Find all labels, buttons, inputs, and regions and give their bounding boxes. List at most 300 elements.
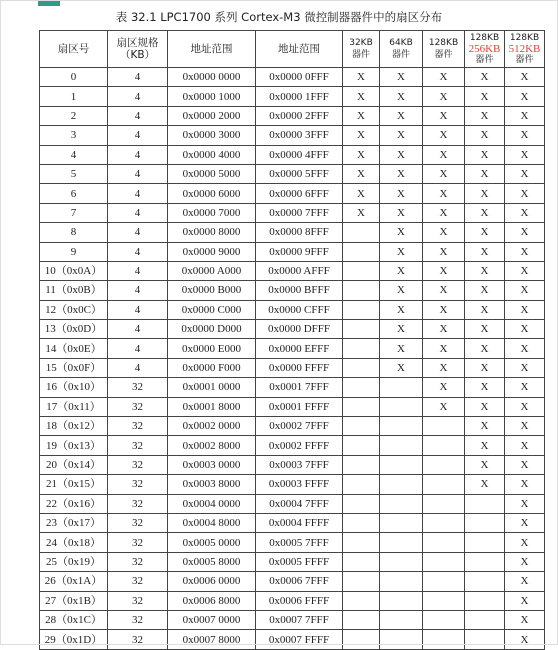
address-end-cell: 0x0000 DFFF — [256, 320, 343, 339]
page-tab-marker — [38, 0, 60, 6]
header-64kb-device — [380, 31, 423, 68]
device-64kb-cell: X — [380, 87, 423, 106]
table-row — [40, 513, 545, 532]
device-512kb-cell: X — [505, 591, 545, 610]
address-start-cell: 0x0007 8000 — [168, 630, 256, 649]
device-64kb-cell — [380, 436, 423, 455]
device-256kb-cell: X — [465, 203, 505, 222]
sector-number-cell: 19（0x13） — [40, 436, 108, 455]
address-start-cell: 0x0000 E000 — [168, 339, 256, 358]
table-row — [40, 223, 545, 242]
address-end-cell: 0x0003 FFFF — [256, 475, 343, 494]
address-start-cell: 0x0003 8000 — [168, 475, 256, 494]
address-start-cell: 0x0000 7000 — [168, 203, 256, 222]
device-256kb-cell: X — [465, 358, 505, 377]
device-32kb-cell — [343, 436, 380, 455]
device-64kb-cell: X — [380, 68, 423, 87]
header-128kb-line2: 器件 — [434, 50, 453, 60]
sector-number-cell: 11（0x0B） — [40, 281, 108, 300]
sector-size-cell: 32 — [108, 455, 168, 474]
table-row — [40, 261, 545, 280]
device-32kb-cell: X — [343, 184, 380, 203]
address-start-cell: 0x0004 0000 — [168, 494, 256, 513]
sector-number-cell: 12（0x0C） — [40, 300, 108, 319]
sector-number-cell: 24（0x18） — [40, 533, 108, 552]
device-128kb-cell: X — [423, 397, 465, 416]
device-32kb-cell — [343, 552, 380, 571]
device-128kb-cell — [423, 610, 465, 629]
device-128kb-cell: X — [423, 300, 465, 319]
device-64kb-cell: X — [380, 339, 423, 358]
device-128kb-cell: X — [423, 320, 465, 339]
device-128kb-cell — [423, 591, 465, 610]
device-256kb-cell: X — [465, 397, 505, 416]
device-64kb-cell — [380, 572, 423, 591]
header-256kb-device — [465, 31, 505, 68]
device-512kb-cell: X — [505, 572, 545, 591]
device-512kb-cell: X — [505, 417, 545, 436]
sector-size-cell: 32 — [108, 475, 168, 494]
address-end-cell: 0x0000 AFFF — [256, 261, 343, 280]
sector-size-cell: 32 — [108, 533, 168, 552]
device-128kb-cell: X — [423, 358, 465, 377]
sector-size-cell: 4 — [108, 126, 168, 145]
table-row — [40, 68, 545, 87]
header-size-line1: 扇区规格 — [116, 37, 159, 49]
device-512kb-cell: X — [505, 513, 545, 532]
sector-size-cell: 4 — [108, 358, 168, 377]
device-64kb-cell: X — [380, 164, 423, 183]
table-row — [40, 552, 545, 571]
header-32kb-line2: 器件 — [351, 50, 370, 60]
address-start-cell: 0x0000 1000 — [168, 87, 256, 106]
address-start-cell: 0x0004 8000 — [168, 513, 256, 532]
header-256kb-line1: 128KB — [469, 33, 500, 43]
table-caption: 表 32.1 LPC1700 系列 Cortex-M3 微控制器器件中的扇区分布 — [115, 10, 443, 24]
device-128kb-cell: X — [423, 203, 465, 222]
sector-number-cell: 2 — [40, 106, 108, 125]
sector-number-cell: 15（0x0F） — [40, 358, 108, 377]
table-row — [40, 475, 545, 494]
device-256kb-cell: X — [465, 300, 505, 319]
device-256kb-cell: X — [465, 320, 505, 339]
sector-number-cell: 18（0x12） — [40, 417, 108, 436]
device-64kb-cell: X — [380, 145, 423, 164]
device-256kb-cell: X — [465, 242, 505, 261]
device-512kb-cell: X — [505, 164, 545, 183]
address-end-cell: 0x0003 7FFF — [256, 455, 343, 474]
address-end-cell: 0x0000 FFFF — [256, 358, 343, 377]
device-64kb-cell: X — [380, 358, 423, 377]
table-row — [40, 436, 545, 455]
device-256kb-cell: X — [465, 475, 505, 494]
device-256kb-cell: X — [465, 455, 505, 474]
device-128kb-cell: X — [423, 242, 465, 261]
device-32kb-cell — [343, 513, 380, 532]
address-start-cell: 0x0000 6000 — [168, 184, 256, 203]
device-32kb-cell — [343, 630, 380, 649]
sector-size-cell: 32 — [108, 513, 168, 532]
device-256kb-cell: X — [465, 126, 505, 145]
sector-number-cell: 25（0x19） — [40, 552, 108, 571]
device-128kb-cell — [423, 533, 465, 552]
table-row — [40, 455, 545, 474]
sector-number-cell: 17（0x11） — [40, 397, 108, 416]
device-256kb-cell — [465, 513, 505, 532]
sector-size-cell: 32 — [108, 397, 168, 416]
address-start-cell: 0x0000 0000 — [168, 68, 256, 87]
sector-size-cell: 32 — [108, 630, 168, 649]
table-row — [40, 145, 545, 164]
address-end-cell: 0x0000 5FFF — [256, 164, 343, 183]
device-32kb-cell — [343, 591, 380, 610]
table-row — [40, 417, 545, 436]
device-256kb-cell: X — [465, 339, 505, 358]
header-address-range-end: 地址范围 — [256, 31, 343, 68]
sector-number-cell: 27（0x1B） — [40, 591, 108, 610]
address-end-cell: 0x0002 FFFF — [256, 436, 343, 455]
device-32kb-cell: X — [343, 87, 380, 106]
header-512kb-note: 512KB — [508, 43, 541, 55]
table-row — [40, 610, 545, 629]
device-512kb-cell: X — [505, 378, 545, 397]
device-32kb-cell — [343, 455, 380, 474]
device-512kb-cell: X — [505, 106, 545, 125]
address-start-cell: 0x0001 0000 — [168, 378, 256, 397]
device-512kb-cell: X — [505, 145, 545, 164]
address-end-cell: 0x0000 2FFF — [256, 106, 343, 125]
address-start-cell: 0x0002 0000 — [168, 417, 256, 436]
address-start-cell: 0x0001 8000 — [168, 397, 256, 416]
device-512kb-cell: X — [505, 320, 545, 339]
address-end-cell: 0x0000 0FFF — [256, 68, 343, 87]
address-end-cell: 0x0005 FFFF — [256, 552, 343, 571]
sector-size-cell: 4 — [108, 68, 168, 87]
address-end-cell: 0x0000 9FFF — [256, 242, 343, 261]
sector-number-cell: 1 — [40, 87, 108, 106]
header-512kb-line2: 器件 — [515, 55, 534, 65]
sector-size-cell: 32 — [108, 552, 168, 571]
device-256kb-cell: X — [465, 223, 505, 242]
device-256kb-cell: X — [465, 87, 505, 106]
device-512kb-cell: X — [505, 358, 545, 377]
device-512kb-cell: X — [505, 242, 545, 261]
device-256kb-cell — [465, 533, 505, 552]
sector-table — [39, 30, 545, 650]
device-32kb-cell: X — [343, 203, 380, 222]
header-256kb-note: 256KB — [468, 43, 501, 55]
device-64kb-cell — [380, 513, 423, 532]
table-row — [40, 164, 545, 183]
device-32kb-cell — [343, 572, 380, 591]
device-32kb-cell — [343, 339, 380, 358]
device-512kb-cell: X — [505, 455, 545, 474]
device-64kb-cell — [380, 533, 423, 552]
address-end-cell: 0x0000 8FFF — [256, 223, 343, 242]
device-256kb-cell — [465, 494, 505, 513]
header-sector: 扇区号 — [40, 31, 108, 68]
table-row — [40, 87, 545, 106]
address-end-cell: 0x0006 7FFF — [256, 572, 343, 591]
address-start-cell: 0x0005 0000 — [168, 533, 256, 552]
device-256kb-cell — [465, 552, 505, 571]
device-128kb-cell: X — [423, 261, 465, 280]
address-start-cell: 0x0005 8000 — [168, 552, 256, 571]
address-end-cell: 0x0004 FFFF — [256, 513, 343, 532]
device-32kb-cell — [343, 281, 380, 300]
device-512kb-cell: X — [505, 397, 545, 416]
device-512kb-cell: X — [505, 203, 545, 222]
address-end-cell: 0x0001 FFFF — [256, 397, 343, 416]
sector-size-cell: 4 — [108, 339, 168, 358]
device-256kb-cell — [465, 630, 505, 649]
device-256kb-cell: X — [465, 261, 505, 280]
sector-number-cell: 5 — [40, 164, 108, 183]
table-row — [40, 591, 545, 610]
address-end-cell: 0x0004 7FFF — [256, 494, 343, 513]
sector-number-cell: 0 — [40, 68, 108, 87]
header-32kb-device — [343, 31, 380, 68]
device-512kb-cell: X — [505, 630, 545, 649]
device-32kb-cell — [343, 397, 380, 416]
device-128kb-cell: X — [423, 87, 465, 106]
device-32kb-cell: X — [343, 106, 380, 125]
sector-number-cell: 6 — [40, 184, 108, 203]
device-32kb-cell: X — [343, 68, 380, 87]
device-128kb-cell: X — [423, 68, 465, 87]
address-start-cell: 0x0000 8000 — [168, 223, 256, 242]
address-start-cell: 0x0000 3000 — [168, 126, 256, 145]
device-128kb-cell: X — [423, 223, 465, 242]
sector-number-cell: 26（0x1A） — [40, 572, 108, 591]
header-512kb-line1: 128KB — [509, 33, 540, 43]
table-row — [40, 378, 545, 397]
sector-number-cell: 3 — [40, 126, 108, 145]
table-row — [40, 572, 545, 591]
device-32kb-cell — [343, 320, 380, 339]
device-256kb-cell: X — [465, 417, 505, 436]
table-row — [40, 397, 545, 416]
sector-size-cell: 32 — [108, 591, 168, 610]
device-128kb-cell — [423, 475, 465, 494]
address-end-cell: 0x0005 7FFF — [256, 533, 343, 552]
table-row — [40, 106, 545, 125]
device-32kb-cell — [343, 358, 380, 377]
address-end-cell: 0x0000 CFFF — [256, 300, 343, 319]
device-128kb-cell — [423, 455, 465, 474]
address-end-cell: 0x0000 BFFF — [256, 281, 343, 300]
device-32kb-cell — [343, 300, 380, 319]
device-32kb-cell — [343, 494, 380, 513]
device-128kb-cell — [423, 630, 465, 649]
sector-size-cell: 4 — [108, 281, 168, 300]
device-32kb-cell: X — [343, 126, 380, 145]
device-512kb-cell: X — [505, 339, 545, 358]
address-start-cell: 0x0006 8000 — [168, 591, 256, 610]
table-row — [40, 300, 545, 319]
device-64kb-cell: X — [380, 320, 423, 339]
address-end-cell: 0x0000 EFFF — [256, 339, 343, 358]
device-256kb-cell — [465, 591, 505, 610]
table-row — [40, 281, 545, 300]
device-512kb-cell: X — [505, 494, 545, 513]
address-start-cell: 0x0000 C000 — [168, 300, 256, 319]
device-64kb-cell: X — [380, 242, 423, 261]
header-size-line2: （KB） — [119, 49, 156, 61]
sector-size-cell: 32 — [108, 572, 168, 591]
device-512kb-cell: X — [505, 126, 545, 145]
device-256kb-cell: X — [465, 164, 505, 183]
device-512kb-cell: X — [505, 610, 545, 629]
device-128kb-cell — [423, 436, 465, 455]
header-row — [40, 31, 545, 68]
device-512kb-cell: X — [505, 281, 545, 300]
device-32kb-cell: X — [343, 164, 380, 183]
device-512kb-cell: X — [505, 261, 545, 280]
device-128kb-cell: X — [423, 106, 465, 125]
address-end-cell: 0x0000 6FFF — [256, 184, 343, 203]
device-128kb-cell: X — [423, 281, 465, 300]
sector-size-cell: 32 — [108, 436, 168, 455]
device-64kb-cell: X — [380, 184, 423, 203]
sector-number-cell: 14（0x0E） — [40, 339, 108, 358]
header-128kb-device — [423, 31, 465, 68]
device-32kb-cell — [343, 475, 380, 494]
table-row — [40, 126, 545, 145]
sector-number-cell: 22（0x16） — [40, 494, 108, 513]
address-end-cell: 0x0000 4FFF — [256, 145, 343, 164]
address-end-cell: 0x0001 7FFF — [256, 378, 343, 397]
header-64kb-line1: 64KB — [389, 38, 413, 48]
device-64kb-cell: X — [380, 300, 423, 319]
address-start-cell: 0x0003 0000 — [168, 455, 256, 474]
device-64kb-cell — [380, 397, 423, 416]
address-start-cell: 0x0000 4000 — [168, 145, 256, 164]
device-64kb-cell — [380, 475, 423, 494]
header-32kb-line1: 32KB — [349, 38, 373, 48]
table-row — [40, 320, 545, 339]
header-size — [108, 31, 168, 68]
address-start-cell: 0x0000 D000 — [168, 320, 256, 339]
table-body — [40, 68, 545, 650]
device-32kb-cell — [343, 378, 380, 397]
device-256kb-cell: X — [465, 184, 505, 203]
device-512kb-cell: X — [505, 184, 545, 203]
sector-size-cell: 32 — [108, 417, 168, 436]
device-128kb-cell: X — [423, 126, 465, 145]
device-64kb-cell — [380, 591, 423, 610]
device-128kb-cell — [423, 417, 465, 436]
device-64kb-cell: X — [380, 223, 423, 242]
device-64kb-cell — [380, 455, 423, 474]
address-end-cell: 0x0007 FFFF — [256, 630, 343, 649]
sector-size-cell: 32 — [108, 378, 168, 397]
table-row — [40, 184, 545, 203]
device-32kb-cell — [343, 261, 380, 280]
sector-size-cell: 32 — [108, 610, 168, 629]
header-address-range-start: 地址范围 — [168, 31, 256, 68]
device-128kb-cell — [423, 513, 465, 532]
sector-number-cell: 20（0x14） — [40, 455, 108, 474]
device-128kb-cell: X — [423, 339, 465, 358]
table-row — [40, 494, 545, 513]
device-128kb-cell: X — [423, 184, 465, 203]
address-start-cell: 0x0000 5000 — [168, 164, 256, 183]
device-64kb-cell — [380, 378, 423, 397]
table-row — [40, 242, 545, 261]
table-row — [40, 358, 545, 377]
sector-number-cell: 4 — [40, 145, 108, 164]
sector-number-cell: 13（0x0D） — [40, 320, 108, 339]
address-end-cell: 0x0000 3FFF — [256, 126, 343, 145]
sector-number-cell: 9 — [40, 242, 108, 261]
device-512kb-cell: X — [505, 552, 545, 571]
device-64kb-cell: X — [380, 106, 423, 125]
header-64kb-line2: 器件 — [391, 50, 410, 60]
address-end-cell: 0x0000 7FFF — [256, 203, 343, 222]
address-start-cell: 0x0000 9000 — [168, 242, 256, 261]
sector-number-cell: 29（0x1D） — [40, 630, 108, 649]
sector-number-cell: 7 — [40, 203, 108, 222]
address-start-cell: 0x0007 0000 — [168, 610, 256, 629]
address-start-cell: 0x0000 2000 — [168, 106, 256, 125]
table-row — [40, 339, 545, 358]
sector-size-cell: 4 — [108, 320, 168, 339]
device-256kb-cell: X — [465, 145, 505, 164]
device-128kb-cell: X — [423, 145, 465, 164]
sector-size-cell: 4 — [108, 106, 168, 125]
address-end-cell: 0x0006 FFFF — [256, 591, 343, 610]
sector-number-cell: 10（0x0A） — [40, 261, 108, 280]
device-256kb-cell: X — [465, 68, 505, 87]
sector-size-cell: 4 — [108, 203, 168, 222]
device-64kb-cell — [380, 417, 423, 436]
device-256kb-cell: X — [465, 378, 505, 397]
device-64kb-cell: X — [380, 261, 423, 280]
device-512kb-cell: X — [505, 223, 545, 242]
address-start-cell: 0x0002 8000 — [168, 436, 256, 455]
device-512kb-cell: X — [505, 475, 545, 494]
device-64kb-cell — [380, 610, 423, 629]
device-32kb-cell — [343, 533, 380, 552]
sector-size-cell: 4 — [108, 242, 168, 261]
sector-size-cell: 4 — [108, 223, 168, 242]
device-128kb-cell — [423, 552, 465, 571]
device-512kb-cell: X — [505, 533, 545, 552]
sector-size-cell: 4 — [108, 164, 168, 183]
address-start-cell: 0x0000 B000 — [168, 281, 256, 300]
sector-size-cell: 4 — [108, 87, 168, 106]
address-end-cell: 0x0007 7FFF — [256, 610, 343, 629]
device-32kb-cell — [343, 242, 380, 261]
table-row — [40, 203, 545, 222]
device-32kb-cell — [343, 610, 380, 629]
device-256kb-cell: X — [465, 106, 505, 125]
device-128kb-cell: X — [423, 378, 465, 397]
device-32kb-cell: X — [343, 145, 380, 164]
header-256kb-line2: 器件 — [475, 55, 494, 65]
address-end-cell: 0x0002 7FFF — [256, 417, 343, 436]
device-64kb-cell: X — [380, 126, 423, 145]
sector-size-cell: 4 — [108, 145, 168, 164]
sector-size-cell: 4 — [108, 184, 168, 203]
device-256kb-cell: X — [465, 436, 505, 455]
device-128kb-cell — [423, 572, 465, 591]
device-512kb-cell: X — [505, 87, 545, 106]
device-512kb-cell: X — [505, 300, 545, 319]
address-start-cell: 0x0000 F000 — [168, 358, 256, 377]
address-start-cell: 0x0006 0000 — [168, 572, 256, 591]
